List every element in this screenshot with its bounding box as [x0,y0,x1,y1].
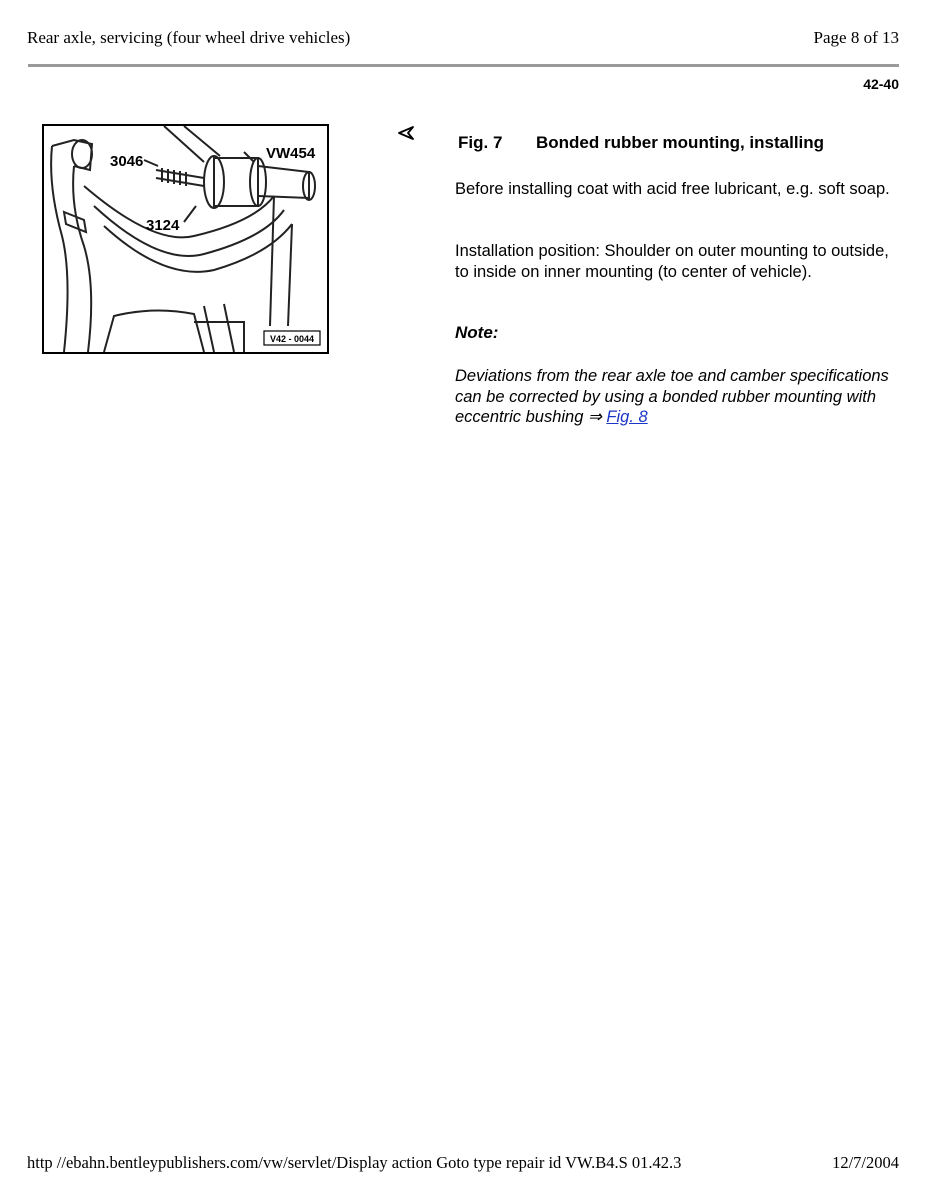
note-body: Deviations from the rear axle toe and camber specifications can be corrected by using a bonded rubber mounting with eccentric bushing ⇒ [455,367,889,426]
footer-date: 12/7/2004 [832,1153,899,1172]
section-number: 42-40 [863,76,899,92]
page-footer [27,1153,899,1173]
arrow-pointer-icon [397,124,415,142]
figure-title: Bonded rubber mounting, installing [536,133,825,152]
figure-illustration [42,124,329,354]
figure-caption [458,133,824,153]
label-vw454: VW454 [266,145,316,162]
document-title: Rear axle, servicing (four wheel drive vehicles) [27,28,351,47]
paragraph-lubricant: Before installing coat with acid free lubricant, e.g. soft soap. [455,180,890,198]
paragraph-installation-position: Installation position: Shoulder on outer mounting to outside, to inside on inner mounting (to center of vehicle). [455,242,889,281]
label-3124: 3124 [146,217,180,234]
fig-8-link[interactable]: Fig. 8 [606,408,648,426]
label-3046: 3046 [110,153,144,170]
note-heading: Note: [455,323,499,342]
note-text [455,366,900,428]
footer-url: http //ebahn.bentleypublishers.com/vw/servlet/Display action Goto type repair id VW.B4.S 01.42.3 [27,1153,682,1172]
figure-number: Fig. 7 [458,133,503,152]
page-indicator: Page 8 of 13 [813,28,899,47]
figure-code: V42 - 0044 [269,334,315,344]
header-divider [28,64,899,67]
